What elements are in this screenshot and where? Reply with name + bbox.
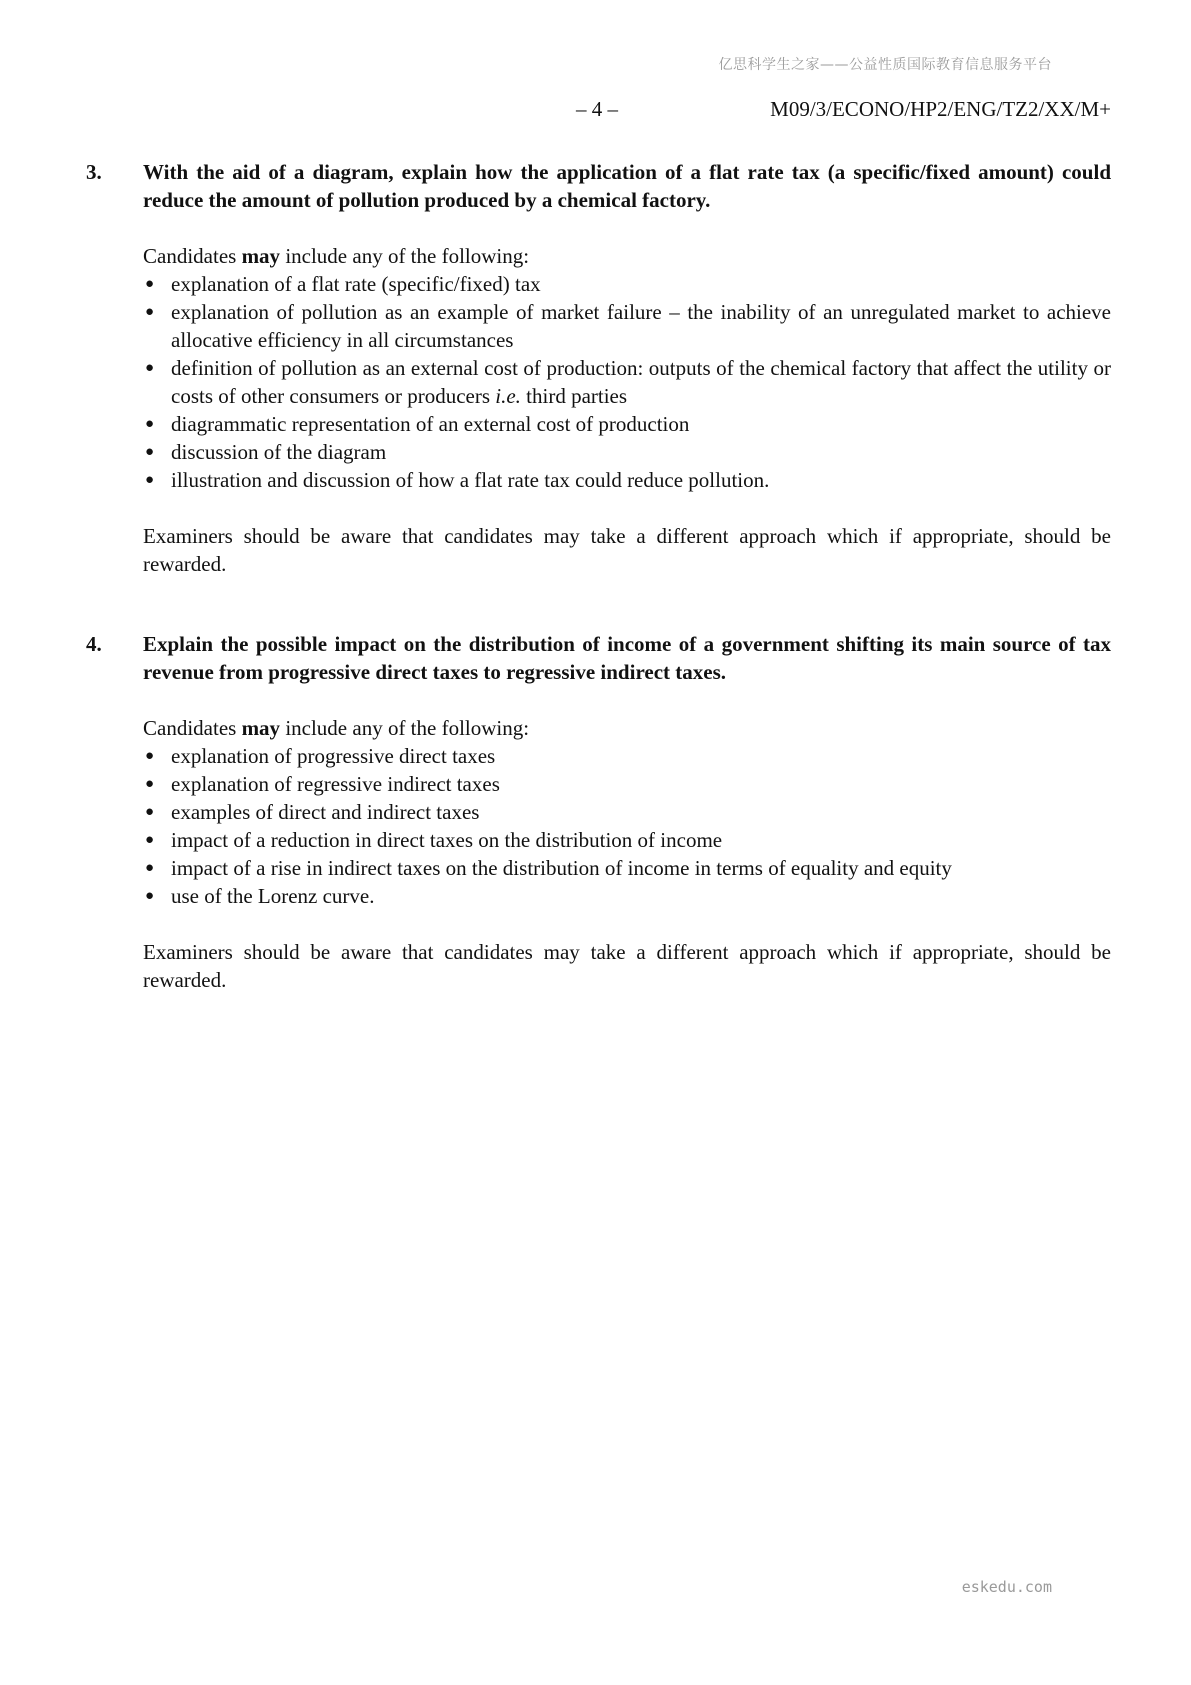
intro-emphasis: may bbox=[241, 716, 281, 740]
list-item: ● impact of a rise in indirect taxes on the distribution of income in terms of equality and equity bbox=[145, 856, 952, 880]
intro-text: include any of the following: bbox=[280, 244, 530, 268]
list-item: ● explanation of a flat rate (specific/fixed) tax bbox=[145, 272, 541, 296]
question-3 bbox=[86, 158, 1111, 578]
bullet-icon: ● bbox=[145, 472, 155, 488]
marking-intro bbox=[143, 242, 1111, 270]
bullet-icon: ● bbox=[145, 776, 155, 792]
list-item: ● examples of direct and indirect taxes bbox=[145, 800, 480, 824]
list-item: ● use of the Lorenz curve. bbox=[145, 884, 375, 908]
bullet-icon: ● bbox=[145, 804, 155, 820]
intro-text: Candidates bbox=[143, 716, 242, 740]
list-item: ● diagrammatic representation of an external cost of production bbox=[145, 412, 690, 436]
list-item: ● explanation of pollution as an example of market failure – the inability of an unregulated market to achieve allocative efficiency in all circumstances bbox=[145, 300, 1111, 352]
intro-text: include any of the following: bbox=[280, 716, 530, 740]
marking-points bbox=[143, 270, 1111, 494]
bullet-icon: ● bbox=[145, 748, 155, 764]
list-item: ● explanation of regressive indirect taxes bbox=[145, 772, 500, 796]
question-body bbox=[143, 158, 1111, 578]
bullet-icon: ● bbox=[145, 860, 155, 876]
question-body bbox=[143, 630, 1111, 994]
watermark-bottom: eskedu.com bbox=[961, 1578, 1052, 1596]
page-header bbox=[0, 97, 1191, 123]
marking-points bbox=[143, 742, 1111, 910]
list-item: ● impact of a reduction in direct taxes on the distribution of income bbox=[145, 828, 723, 852]
marking-intro bbox=[143, 714, 1111, 742]
question-text: Explain the possible impact on the distribution of income of a government shifting its main source of tax revenue from progressive direct taxes to regressive indirect taxes. bbox=[143, 632, 1111, 684]
list-item: ● definition of pollution as an external cost of production: outputs of the chemical factory that affect the utility or costs of other consumers or producers i.e. third parties bbox=[145, 356, 1111, 408]
bullet-icon: ● bbox=[145, 444, 155, 460]
page-number: – 4 – bbox=[576, 97, 618, 121]
list-item: ● discussion of the diagram bbox=[145, 440, 387, 464]
question-4 bbox=[86, 630, 1111, 994]
question-text: With the aid of a diagram, explain how the application of a flat rate tax (a specific/fixed amount) could reduce the amount of pollution produced by a chemical factory. bbox=[143, 160, 1111, 212]
question-number: 4. bbox=[86, 632, 102, 656]
question-number: 3. bbox=[86, 160, 102, 184]
document-code: M09/3/ECONO/HP2/ENG/TZ2/XX/M+ bbox=[770, 97, 1111, 121]
intro-emphasis: may bbox=[241, 244, 281, 268]
list-item: ● illustration and discussion of how a flat rate tax could reduce pollution. bbox=[145, 468, 770, 492]
intro-text: Candidates bbox=[143, 244, 242, 268]
examiner-note: Examiners should be aware that candidates may take a different approach which if appropriate, should be rewarded. bbox=[143, 524, 1111, 576]
bullet-icon: ● bbox=[145, 304, 155, 320]
bullet-icon: ● bbox=[145, 360, 155, 376]
bullet-icon: ● bbox=[145, 276, 155, 292]
list-item: ● explanation of progressive direct taxes bbox=[145, 744, 496, 768]
examiner-note: Examiners should be aware that candidates may take a different approach which if appropriate, should be rewarded. bbox=[143, 940, 1111, 992]
bullet-icon: ● bbox=[145, 832, 155, 848]
bullet-icon: ● bbox=[145, 888, 155, 904]
bullet-icon: ● bbox=[145, 416, 155, 432]
watermark-top: 亿思科学生之家——公益性质国际教育信息服务平台 bbox=[718, 57, 1052, 73]
